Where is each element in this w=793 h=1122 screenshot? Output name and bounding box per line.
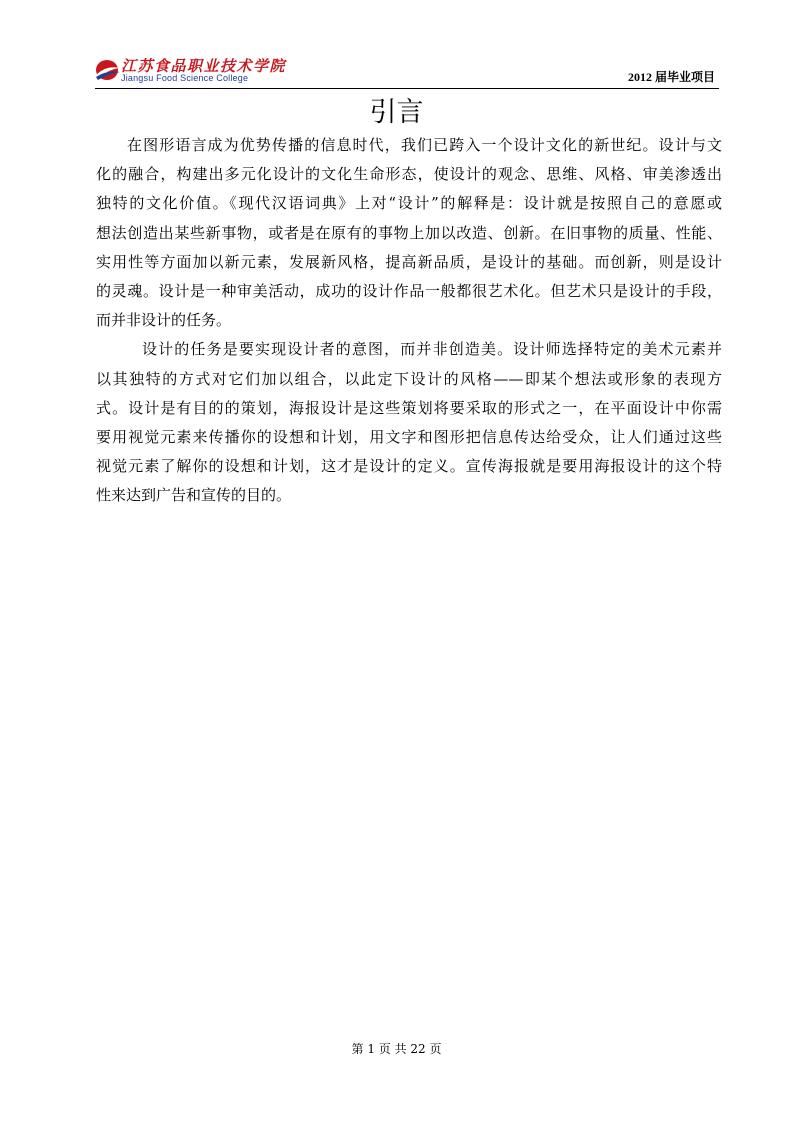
college-emblem-icon bbox=[95, 56, 121, 82]
page-number: 第 1 页 共 22 页 bbox=[351, 1042, 442, 1056]
paragraph-line: 性来达到广告和宣传的目的。 bbox=[96, 486, 292, 505]
project-label: 2012 届毕业项目 bbox=[627, 70, 715, 84]
paragraph-line: 的灵魂。设计是一种审美活动，成功的设计作品一般都很艺术化。但艺术只是设计的手段， bbox=[96, 282, 722, 301]
paragraph-line: 而并非设计的任务。 bbox=[96, 311, 232, 330]
paragraph-line: 实用性等方面加以新元素，发展新风格，提高新品质，是设计的基础。而创新，则是设计 bbox=[96, 252, 722, 271]
college-logo bbox=[95, 54, 287, 86]
paragraph-line: 要用视觉元素来传播你的设想和计划，用文字和图形把信息传达给受众，让人们通过这些 bbox=[96, 428, 722, 447]
paragraph-line: 设计的任务是要实现设计者的意图，而并非创造美。设计师选择特定的美术元素并 bbox=[142, 340, 722, 359]
logo-text-english: Jiangsu Food Science College bbox=[121, 73, 249, 83]
paragraph-line: 式。设计是有目的的策划，海报设计是这些策划将要采取的形式之一，在平面设计中你需 bbox=[96, 398, 722, 417]
body-text bbox=[96, 131, 722, 511]
paragraph-line: 视觉元素了解你的设想和计划，这才是设计的定义。宣传海报就是要用海报设计的这个特 bbox=[96, 457, 722, 476]
paragraph-line: 以其独特的方式对它们加以组合，以此定下设计的风格——即某个想法或形象的表现方 bbox=[96, 369, 722, 388]
paragraph-line: 独特的文化价值。《现代汉语词典》上对“设计”的解释是：设计就是按照自己的意愿或 bbox=[96, 194, 722, 213]
logo-text-chinese: 江苏食品职业技术学院 bbox=[121, 57, 287, 75]
paragraph-line: 在图形语言成为优势传播的信息时代，我们已跨入一个设计文化的新世纪。设计与文 bbox=[127, 136, 722, 154]
paragraph-line: 想法创造出某些新事物，或者是在原有的事物上加以改造、创新。在旧事物的质量、性能、 bbox=[96, 223, 722, 242]
paragraph-2 bbox=[96, 335, 722, 510]
section-title: 引言 bbox=[369, 97, 424, 128]
paragraph-line: 化的融合，构建出多元化设计的文化生命形态，使设计的观念、思维、风格、审美渗透出 bbox=[96, 165, 722, 184]
page-header bbox=[95, 54, 719, 89]
paragraph-1 bbox=[96, 131, 722, 335]
